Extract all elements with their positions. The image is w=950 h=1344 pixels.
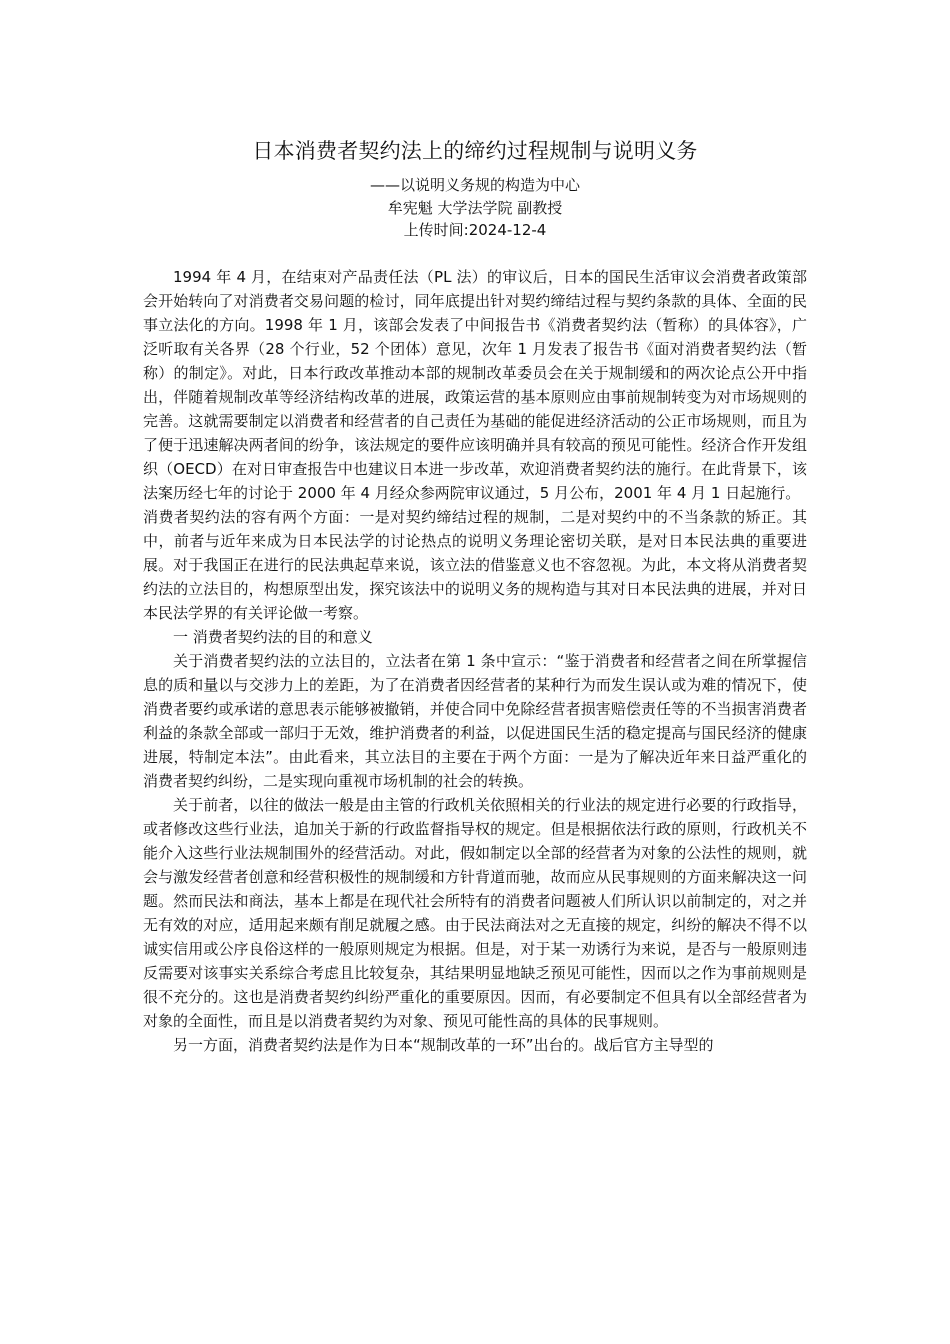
article-subtitle: ——以说明义务规的构造为中心 — [369, 176, 580, 194]
paragraph-3: 关于消费者契约法的立法目的，立法者在第 1 条中宣示：“鉴于消费者和经营者之间在所掌握信息的质和量以与交涉力上的差距，为了在消费者因经营者的某种行为而发生误认或为难的情况下，使消费者要约或承诺的意思表示能够被撤销，并使合同中免除经营者损害赔偿责任等的不当损害消费者利益的条款全部或一部归于无效，维护消费者的利益，以促进国民生活的稳定提高与国民经济的健康进展，特制定本法”。由此看来，其立法目的主要在于两个方面：一是为了解决近年来日益严重化的消费者契约纠纷，二是实现向重视市场机制的社会的转换。 — [143, 651, 807, 790]
article-title: 日本消费者契约法上的缔约过程规制与说明义务 — [252, 139, 698, 163]
article-author: 牟宪魁 大学法学院 副教授 — [387, 198, 563, 217]
paragraph-2: 消费者契约法的容有两个方面：一是对契约缔结过程的规制，二是对契约中的不当条款的矫正。其中，前者与近年来成为日本民法学的讨论热点的说明义务理论密切关联，是对日本民法典的重要进展。对于我国正在进行的民法典起草来说，该立法的借鉴意义也不容忽视。为此，本文将从消费者契约法的立法目的，构想原型出发，探究该法中的说明义务的规构造与其对日本民法典的进展，并对日本民法学界的有关评论做一考察。 — [143, 507, 807, 622]
upload-time: 上传时间:2024-12-4 — [403, 221, 547, 239]
article-meta — [143, 174, 807, 242]
paragraph-1: 1994 年 4 月，在结束对产品责任法（PL 法）的审议后，日本的国民生活审议会消费者政策部会开始转向了对消费者交易问题的检讨，同年底提出针对契约缔结过程与契约条款的具体、全面的民事立法化的方向。1998 年 1 月，该部会发表了中间报告书《消费者契约法（暂称）的具体容》，广泛听取有关各界（28 个行业，52 个团体）意见，次年 1 月发表了报告书《面对消费者契约法（暂称）的制定》。对此，日本行政改革推动本部的规制改革委员会在关于规制缓和的两次论点公开中指出，伴随着规制改革等经济结构改革的进展，政策运营的基本原则应由事前规制转变为对市场规则的完善。这就需要制定以消费者和经营者的自己责任为基础的能促进经济活动的公正市场规则，而且为了便于迅速解决两者间的纷争，该法规定的要件应该明确并具有较高的预见可能性。经济合作开发组织（OECD）在对日审查报告中也建议日本进一步改革，欢迎消费者契约法的施行。在此背景下，该法案历经七年的讨论于 2000 年 4 月经众参两院审议通过，5 月公布，2001 年 4 月 1 日起施行。 — [143, 267, 807, 502]
section-heading-1: 一 消费者契约法的目的和意义 — [173, 627, 373, 646]
paragraph-4: 关于前者，以往的做法一般是由主管的行政机关依照相关的行业法的规定进行必要的行政指导，或者修改这些行业法，追加关于新的行政监督指导权的规定。但是根据依法行政的原则，行政机关不能介入这些行业法规制围外的经营活动。对此，假如制定以全部的经营者为对象的公法性的规则，就会与激发经营者创意和经营积极性的规制缓和方针背道而驰，故而应从民事规则的方面来解决这一问题。然而民法和商法，基本上都是在现代社会所特有的消费者问题被人们所认识以前制定的，对之并无有效的对应，适用起来颇有削足就履之感。由于民法商法对之无直接的规定，纠纷的解决不得不以诚实信用或公序良俗这样的一般原则规定为根据。但是，对于某一劝诱行为来说，是否与一般原则违反需要对该事实关系综合考虑且比较复杂，其结果明显地缺乏预见可能性，因而以之作为事前规则是很不充分的。这也是消费者契约纠纷严重化的重要原因。因而，有必要制定不但具有以全部经营者为对象的全面性，而且是以消费者契约为对象、预见可能性高的具体的民事规则。 — [143, 795, 807, 1030]
paragraph-5: 另一方面，消费者契约法是作为日本“规制改革的一环”出台的。战后官方主导型的 — [173, 1035, 714, 1054]
document-page — [143, 136, 807, 1057]
